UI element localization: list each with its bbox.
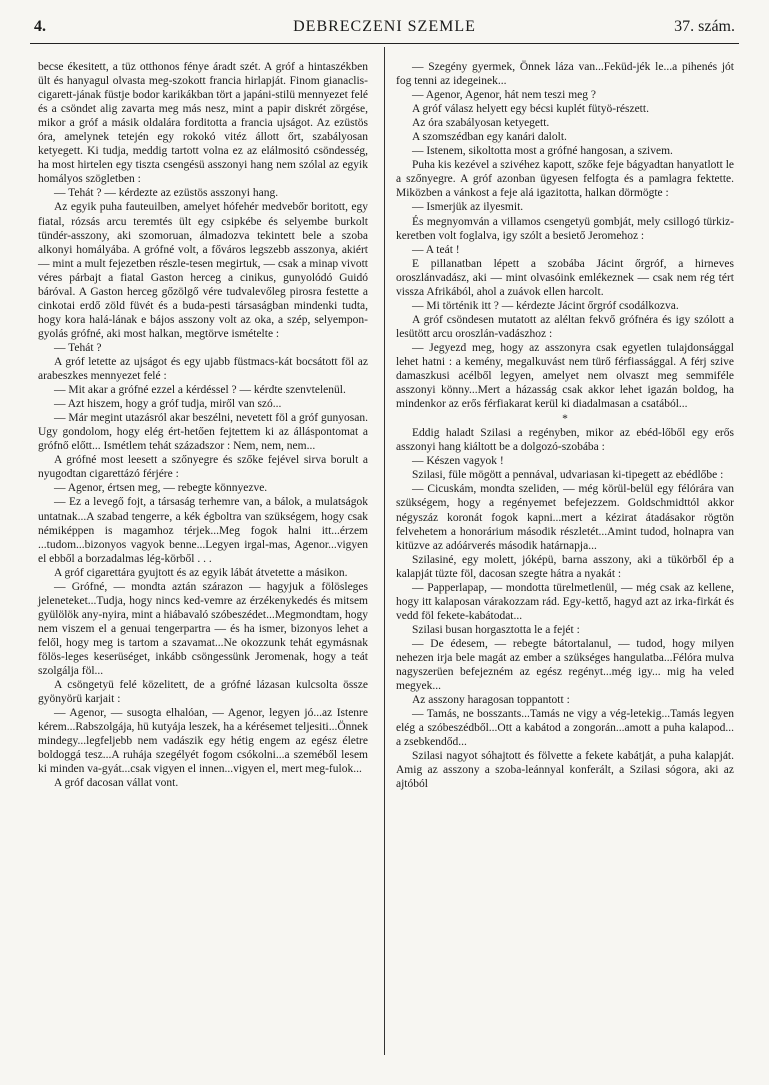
paragraph: — Mi történik itt ? — kérdezte Jácint őrgróf csodálkozva.: [412, 299, 679, 312]
paragraph: Szilasiné, egy molett, jóképü, barna asszony, aki a tükörből ép a kalapját tüzte föl, dacosan szegte hátra a nyakát :: [396, 553, 734, 580]
paragraph: — Grófné, — mondta aztán szárazon — hagyjuk a fölösleges jeleneteket...Tudja, hogy nincs ked-vemre az érzékenykedés és mitsem gyülölök any-nyira, mint a hiábavaló szóbeszédet...Megmondtam, hogy nem viszem el a genuai tengerpartra — és ha ismer, bizonyos lehet a felől, hogy meg is tartom a szavamat...Ne okozzunk tehát egymásnak fölös-leges keserüséget, inkább csöngessünk Jeromenak, hogy a teát szolgálja föl...: [38, 580, 368, 678]
paragraph: Szilasi busan horgasztotta le a fejét :: [412, 623, 580, 636]
paragraph: — Azt hiszem, hogy a gróf tudja, miről van szó...: [54, 398, 282, 411]
paragraph: A csöngetyü felé közelitett, de a grófné lázasan kulcsolta össze gyönyörü karjait :: [38, 679, 368, 706]
paragraph: Eddig haladt Szilasi a regényben, mikor az ebéd-lőből egy erős asszonyi hang kiáltott be a dolgozó-szobába :: [396, 427, 734, 454]
paragraph: — Agenor, értsen meg, — rebegte könnyezve.: [54, 482, 268, 495]
paragraph: — Ez a levegő fojt, a társaság terhemre van, a bálok, a mulatságok untatnak...A szabad tengerre, a kék égboltra van szükségem, hogy csak némiképpen is magamhoz térjek...Meg fogok halni itt...érzem ...tudom...bizonyos vagyok benne...Legyen irgal-mas, Agenor...vigyen el ebből a borzadalmas lég-körből . . .: [38, 496, 368, 565]
paragraph: A grófné most leesett a szőnyegre és szőke fejével sirva borult a nyugodtan cigarettázó férjére :: [38, 454, 368, 481]
paragraph: Szilasi, füle mögött a pennával, udvariasan ki-tipegett az ebédlőbe :: [412, 469, 724, 482]
paragraph: — A teát !: [412, 243, 460, 256]
paragraph: — Cicuskám, mondta szeliden, — még körül-belül egy félórára van szükségem, hogy a regényemet befejezzem. Goldschmidttól akkor négyszáz koronát fogok kapni...mert a kézirat átadásakor rögtön felvehetem a honorárium második részletét...Amint tudod, holnapra van kitüzve az adóárverés második határnapja...: [396, 483, 734, 552]
issue-number: 37. szám.: [674, 18, 735, 35]
paragraph: A gróf cigarettára gyujtott és az egyik lábát átvetette a másikon.: [54, 566, 348, 579]
paragraph: — Jegyezd meg, hogy az asszonyra csak egyetlen tulajdonsággal lehet hatni : a kemény, megalkuvást nem türő férfiassággal. A férj szive damaszkusi acélből legyen, amelyet nem olvaszt meg semmiféle asszonyi könny...Mert a házasság csak akkor lehet igazán boldog, ha mindenkor az erős férfiakarat kerül ki diadalmasan a csatából...: [396, 341, 734, 411]
paragraph: — Ismerjük az ilyesmit.: [412, 201, 524, 214]
paragraph: — Már megint utazásról akar beszélni, nevetett föl a gróf gunyosan. Ugy gondolom, hogy elég ért-hetően fejtettem ki az álláspontomat a grófnő előtt... Ismétlem tehát századszor : Nem, nem, nem...: [38, 412, 368, 453]
right-column: [396, 60, 734, 791]
paragraph: Az egyik puha fauteuilben, amelyet hófehér medvebőr boritott, egy fiatal, rózsás arcu teremtés ült egy csipkébe és selyembe burkolt tündér-asszony, aki szomoruan, álmadozva tekintett bele a szoba alkonyi homályába. A grófné volt, a főváros legszebb asszonya, akiért — mint a mult fejezetben részle-tesen megirtuk, — csak a minap vivott véres párbajt a fiatal Gaston herceg a cinikus, gunyolódó Guidó báróval. A Gaston herceg gőzölgő vére tudvalevőleg pirosra festette a cinkotai erdő zöld füvét és a buda-pesti társaságban mindenki tudta, hogy kora halá-lának e bájos asszony volt az oka, a szép, selyempon-gyolás grófné, aki most halkan, megtörve ismételte :: [38, 201, 368, 340]
paragraph: — Tehát ? — kérdezte az ezüstös asszonyi hang.: [54, 187, 279, 200]
paragraph: A gróf csöndesen mutatott az aléltan fekvő grófnéra és igy szólott a lesütött arcu oroszlán-vadászhoz :: [396, 313, 734, 340]
page-header: [34, 18, 735, 40]
paragraph: — Mit akar a grófné ezzel a kérdéssel ? — kérdte szenvtelenül.: [54, 384, 346, 397]
paragraph: Szilasi nagyot sóhajtott és fölvette a fekete kabátját, a puha kalapját. Amig az asszony a szoba-leánnyal konferált, a Szilasi sógora, aki az ajtóból: [396, 750, 734, 791]
paragraph: A gróf dacosan vállat vont.: [54, 777, 179, 790]
paragraph: És megnyomván a villamos csengetyü gombját, mely csillogó türkiz-keretben volt foglalva, igy szólt a besiető Jeromehoz :: [396, 215, 734, 242]
paragraph: A gróf válasz helyett egy bécsi kuplét fütyö-részett.: [412, 103, 649, 116]
journal-title: DEBRECZENI SZEMLE: [293, 18, 476, 35]
paragraph: — Szegény gyermek, Önnek láza van...Feküd-jék le...a pihenés jót fog tenni az idegeinek...: [396, 61, 734, 88]
paragraph: A szomszédban egy kanári dalolt.: [412, 131, 567, 144]
paragraph: Az asszony haragosan toppantott :: [412, 694, 570, 707]
section-separator: *: [562, 413, 568, 426]
page-number: 4.: [34, 18, 46, 35]
paragraph: — Istenem, sikoltotta most a grófné hangosan, a szivem.: [412, 145, 673, 158]
paragraph: — Papperlapap, — mondotta türelmetlenül, — még csak az kellene, hogy itt kalaposan várakozzam rád. Egy-kettő, hagyd azt az irka-firkát és vedd föl fekete-kabátodat...: [396, 581, 734, 622]
paragraph: becse ékesitett, a tüz otthonos fénye áradt szét. A gróf a hintaszékben ült és hanyagul olvasta meg-szokott francia hirlapját. Finom gianaclis-cigarett-jának füstje bodor karikákban tört a japáni-stilü mennyezet felé és a csöndet alig zavarta meg más nesz, mint a papir diskrét zörgése, mikor a gróf a másik oldalára forditotta a francia ujságot. Az ezüstös óra, amelynek tetején egy rokokó vitéz állott őrt, szabályosan ketyegett. Ki tudja, meddig tartott volna ez az elálmositó csöndesség, ha most hirtelen egy tiszta csengésü asszonyi hang nem szólal az egyik homályos szögletben :: [38, 61, 368, 186]
paragraph: — Agenor, — susogta elhalóan, — Agenor, legyen jó...az Istenre kérem...Rabszolgája, hü kutyája leszek, ha a kérésemet teljesiti...Önnek mindegy...legfeljebb nem vadászik egy hétig engem az egész életre boldoggá tesz...A ruhája szegélyét fogom csókolni...a szeméből lesem ki minden va-gyát...csak vigyen el innen...vigyen el, mert meg-fulok...: [38, 707, 368, 776]
paragraph: — Agenor, Agenor, hát nem teszi meg ?: [412, 89, 596, 102]
left-column: [38, 60, 368, 790]
paragraph: Az óra szabályosan ketyegett.: [412, 117, 550, 130]
paragraph: — Készen vagyok !: [412, 455, 504, 468]
header-rule: [30, 43, 739, 44]
paragraph: Puha kis kezével a szivéhez kapott, szőke feje bágyadtan hanyatlott le a szőnyegre. A gróf azonban ügyesen felfogta és a pamlagra fektette. Miközben a vánkost a feje alá igazitotta, halkan dörmögte :: [396, 159, 734, 200]
paragraph: — Tamás, ne bosszants...Tamás ne vigy a vég-letekig...Tamás legyen elég a szóbeszédből...Ott a kabátod a zongorán...amott a puha kalapod... a zsebkendőd...: [396, 708, 734, 749]
paragraph: E pillanatban lépett a szobába Jácint őrgróf, a hirneves oroszlánvadász, aki — mint olvasóink emlékeznek — csak nem rég tért vissza Afrikából, ahol a zuávok ellen harcolt.: [396, 257, 734, 298]
paragraph: — Tehát ?: [54, 341, 102, 354]
column-divider: [384, 47, 385, 1055]
paragraph: A gróf letette az ujságot és egy ujabb füstmacs-kát bocsátott föl az arabeszkes mennyezet felé :: [38, 355, 368, 383]
paragraph: — De édesem, — rebegte bátortalanul, — tudod, hogy milyen nehezen irja bele magát az ember a szükséges hangulatba...Félóra mulva nagyszerüen befejezném az egész regényt...még igy... mig ha veled megyek...: [396, 637, 734, 693]
